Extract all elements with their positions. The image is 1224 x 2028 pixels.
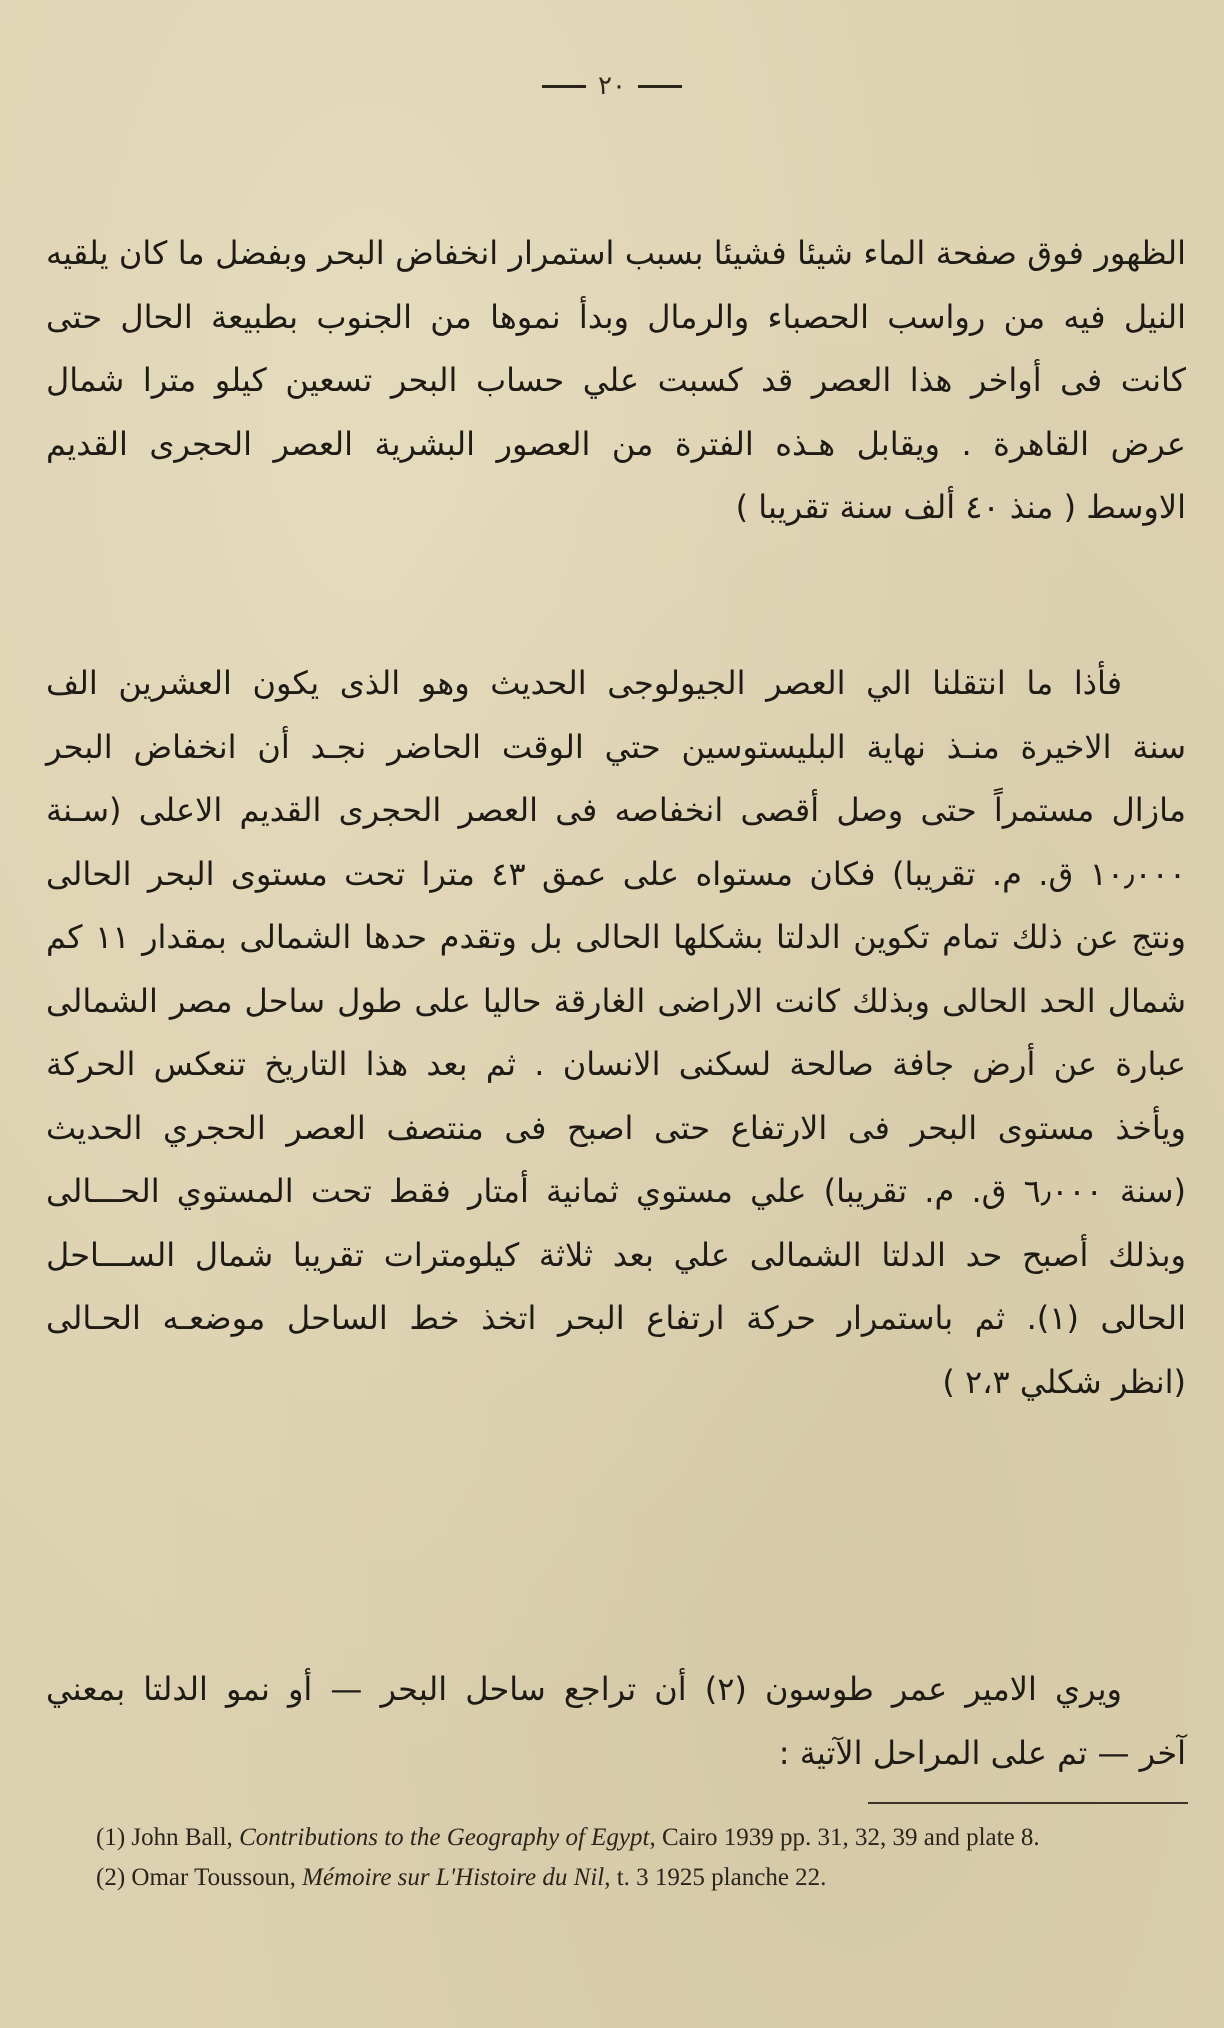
text-line: شمال الحد الحالى وبذلك كانت الاراضى الغارقة حاليا على طول ساحل مصر الشمالى bbox=[46, 981, 1186, 1020]
footnote-title: Contributions to the Geography of Egypt bbox=[239, 1824, 650, 1851]
footnote-details: , Cairo 1939 pp. 31, 32, 39 and plate 8. bbox=[649, 1824, 1040, 1851]
text-line: كانت فى أواخر هذا العصر قد كسبت علي حساب البحر تسعين كيلو مترا شمال bbox=[46, 361, 1186, 399]
footnote-author: John Ball, bbox=[131, 1824, 233, 1851]
text-line: وبذلك أصبح حد الدلتا الشمالى علي بعد ثلاثة كيلومترات تقريبا شمال الســـاحل bbox=[46, 1235, 1186, 1274]
footnote-separator bbox=[868, 1802, 1188, 1804]
footnote-2 bbox=[46, 1858, 1188, 1898]
footnote-marker: (1) bbox=[96, 1824, 126, 1851]
paragraph-1 bbox=[46, 222, 1186, 540]
text-line: مازال مستمراً حتى وصل أقصى انخفاصه فى العصر الحجرى القديم الاعلى (سـنة bbox=[46, 791, 1186, 829]
text-line: الاوسط ( منذ ٤٠ ألف سنة تقريبا ) bbox=[735, 488, 1186, 526]
page-number bbox=[0, 66, 1224, 106]
footnote-1 bbox=[46, 1818, 1188, 1858]
text-line: سنة الاخيرة منـذ نهاية البليستوسين حتي الوقت الحاضر نجـد أن انخفاض البحر bbox=[46, 727, 1186, 766]
text-line: عبارة عن أرض جافة صالحة لسكنى الانسان . ثم بعد هذا التاريخ تنعكس الحركة bbox=[46, 1045, 1186, 1083]
text-line: آخر — تم على المراحل الآتية : bbox=[778, 1733, 1186, 1772]
footnote-author: Omar Toussoun, bbox=[131, 1864, 296, 1891]
text-line: ويري الامير عمر طوسون (٢) أن تراجع ساحل البحر — أو نمو الدلتا بمعني bbox=[46, 1670, 1123, 1708]
page-number-dash-right bbox=[542, 85, 586, 88]
page-number-value: ٢٠ bbox=[598, 71, 626, 101]
text-line: فأذا ما انتقلنا الي العصر الجيولوجى الحديث وهو الذى يكون العشرين الف bbox=[46, 664, 1122, 702]
footnote-marker: (2) bbox=[96, 1864, 126, 1891]
text-line: (سنة ٦٫٠٠٠ ق. م. تقريبا) علي مستوي ثمانية أمتار فقط تحت المستوي الحـــالى bbox=[46, 1172, 1187, 1210]
footnotes bbox=[46, 1818, 1188, 1898]
text-line: الظهور فوق صفحة الماء شيئا فشيئا بسبب استمرار انخفاض البحر وبفضل ما كان يلقيه bbox=[46, 234, 1186, 272]
paragraph-3 bbox=[46, 1658, 1186, 1785]
page-number-dash-left bbox=[638, 85, 682, 88]
footnote-title: Mémoire sur L'Histoire du Nil bbox=[302, 1864, 605, 1891]
text-line: النيل فيه من رواسب الحصباء والرمال وبدأ نموها من الجنوب بطبيعة الحال حتى bbox=[46, 297, 1186, 336]
text-line: الحالى (١). ثم باستمرار حركة ارتفاع البحر اتخذ خط الساحل موضعـه الحـالى bbox=[46, 1299, 1187, 1337]
text-line: ويأخذ مستوى البحر فى الارتفاع حتى اصبح فى منتصف العصر الحجري الحديث bbox=[46, 1108, 1186, 1147]
text-line: ونتج عن ذلك تمام تكوين الدلتا بشكلها الحالى بل وتقدم حدها الشمالى بمقدار ١١ كم bbox=[46, 918, 1187, 956]
text-line: (انظر شكلي ٢،٣ ) bbox=[942, 1362, 1186, 1401]
text-line: ١٠٫٠٠٠ ق. م. تقريبا) فكان مستواه على عمق ٤٣ مترا تحت مستوى البحر الحالى bbox=[46, 854, 1187, 893]
text-line: عرض القاهرة . ويقابل هـذه الفترة من العصور البشرية العصر الحجرى القديم bbox=[46, 424, 1186, 463]
paragraph-2 bbox=[46, 652, 1186, 1414]
footnote-details: , t. 3 1925 planche 22. bbox=[604, 1864, 827, 1891]
